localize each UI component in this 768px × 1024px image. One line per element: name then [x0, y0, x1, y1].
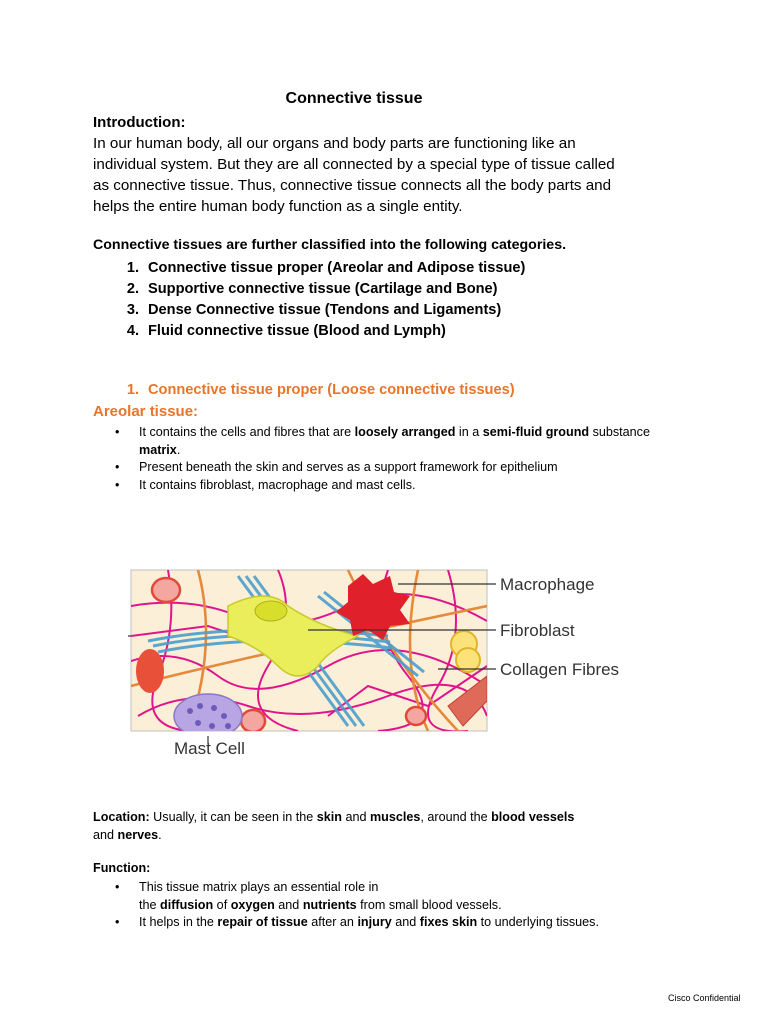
- list-item: • Present beneath the skin and serves as a support framework for epithelium: [115, 460, 558, 474]
- red-blood-cell: [406, 707, 426, 725]
- areolar-tissue-diagram: [128, 566, 628, 766]
- areolar-subheading: Areolar tissue:: [93, 403, 199, 420]
- section1-heading: 1. Connective tissue proper (Loose connective tissues): [126, 382, 515, 398]
- categories-list: [93, 258, 525, 342]
- list-item: • It helps in the repair of tissue after an injury and fixes skin to underlying tissues.: [115, 915, 599, 929]
- list-item: • It contains fibroblast, macrophage and mast cells.: [115, 477, 416, 492]
- category-item: 4. Fluid connective tissue (Blood and Lymph): [126, 323, 446, 339]
- categories-heading: Connective tissues are further classified into the following categories.: [93, 237, 567, 253]
- intro-line: helps the entire human body function as a single entity.: [93, 198, 463, 215]
- red-blood-cell: [152, 578, 180, 602]
- category-item: 2. Supportive connective tissue (Cartilage and Bone): [126, 281, 498, 297]
- intro-line: as connective tissue. Thus, connective tissue connects all the body parts and: [93, 177, 612, 194]
- red-blood-cell: [136, 649, 164, 693]
- intro-line: individual system. But they are all connected by a special type of tissue called: [93, 156, 615, 173]
- label-macrophage: Macrophage: [500, 575, 595, 594]
- introduction-paragraph: [93, 133, 683, 217]
- label-collagen-fibres: Collagen Fibres: [500, 660, 620, 679]
- introduction-heading: Introduction:: [93, 114, 186, 131]
- label-fibroblast: Fibroblast: [500, 621, 575, 640]
- red-blood-cell: [241, 710, 265, 732]
- footer-confidential: Cisco Confidential: [668, 993, 741, 1003]
- intro-line: In our human body, all our organs and body parts are functioning like an: [93, 135, 576, 152]
- fibroblast-nucleus: [255, 601, 287, 621]
- list-item: • It contains the cells and fibres that are loosely arranged in a semi-fluid ground substance matrix.: [115, 425, 650, 457]
- function-heading: Function:: [93, 861, 151, 875]
- category-item: 3. Dense Connective tissue (Tendons and Ligaments): [126, 302, 502, 318]
- areolar-bullets: [93, 424, 653, 494]
- function-bullets: [93, 879, 653, 932]
- list-item: • This tissue matrix plays an essential role in the diffusion of oxygen and nutrients from small blood vessels.: [115, 880, 502, 912]
- page-title: Connective tissue: [285, 90, 423, 107]
- location-paragraph: Location: Usually, it can be seen in the skin and muscles, around the blood vessels and nerves.: [93, 810, 575, 842]
- label-mast-cell: Mast Cell: [174, 739, 245, 758]
- category-item: 1. Connective tissue proper (Areolar and Adipose tissue): [126, 260, 526, 276]
